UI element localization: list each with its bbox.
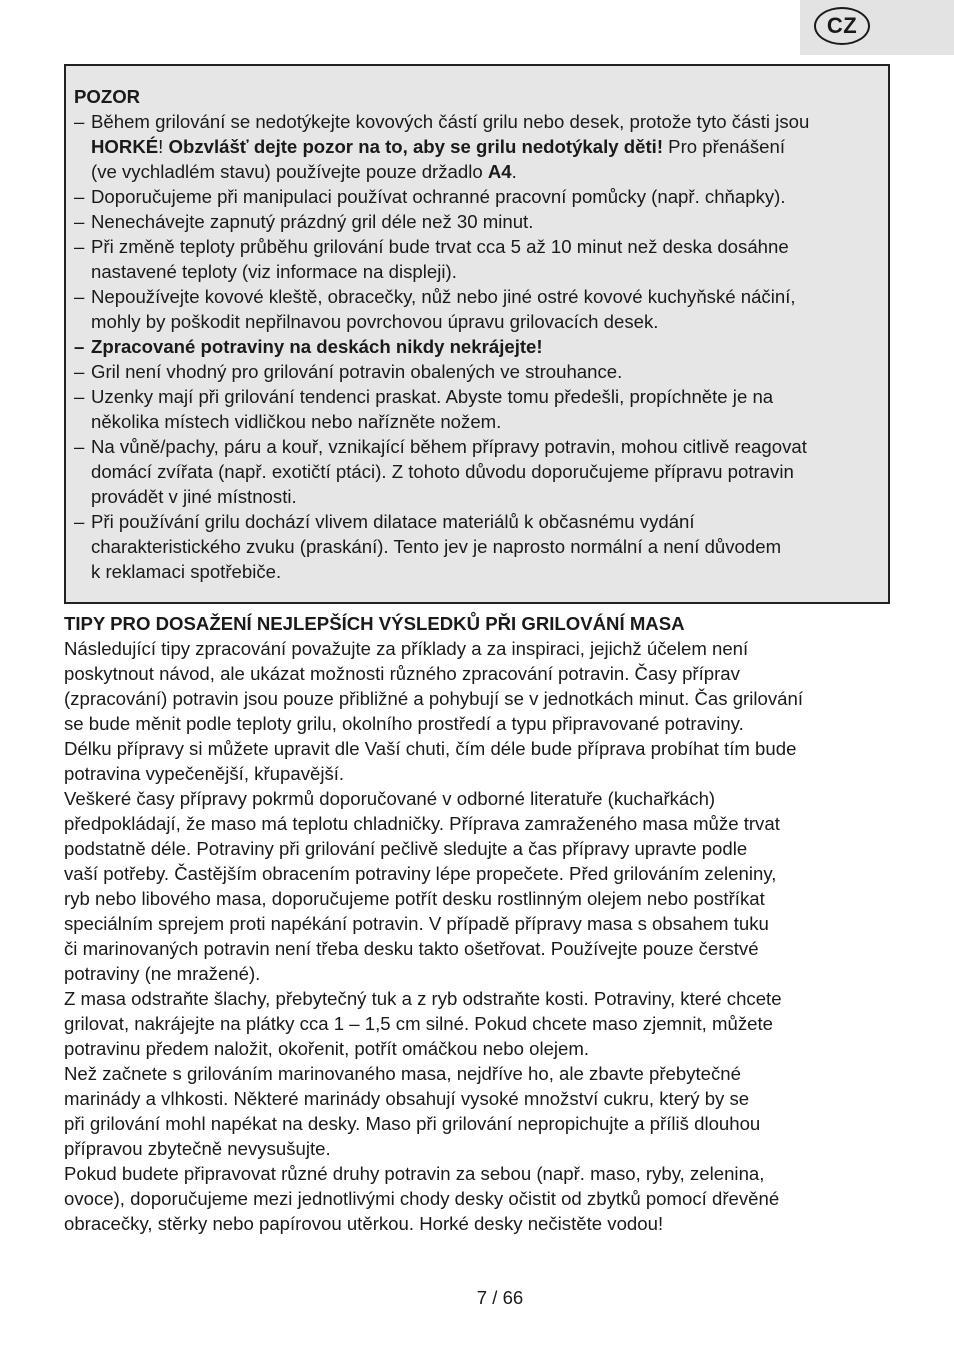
bullet-dash: –: [74, 186, 85, 207]
warning-item: [74, 234, 880, 284]
tips-line: Délku přípravy si můžete upravit dle Vaší chuti, čím déle bude příprava probíhat tím bude: [64, 738, 797, 759]
warning-item: [74, 509, 880, 584]
warning-line: [91, 409, 880, 434]
warning-text: Obzvlášť dejte pozor na to, aby se grilu nedotýkaly děti!: [168, 136, 664, 157]
tips-line: (zpracování) potravin jsou pouze přibližné a pohybují se v jednotkách minut. Čas grilování: [64, 688, 803, 709]
tips-line: grilovat, nakrájejte na plátky cca 1 – 1,5 cm silné. Pokud chcete maso zjemnit, můžete: [64, 1013, 773, 1034]
warning-text: Na vůně/pachy, páru a kouř, vznikající během přípravy potravin, mohou citlivě reagovat: [91, 436, 807, 457]
warning-text: Zpracované potraviny na deskách nikdy nekrájejte!: [91, 336, 543, 357]
tips-line: potravinu předem naložit, okořenit, potřít omáčkou nebo olejem.: [64, 1038, 590, 1059]
tips-line: speciálním sprejem proti napékání potravin. V případě přípravy masa s obsahem tuku: [64, 913, 769, 934]
warning-text: Nepoužívejte kovové kleště, obracečky, nůž nebo jiné ostré kovové kuchyňské náčiní,: [91, 286, 796, 307]
warning-line: [91, 284, 880, 309]
warning-text: k reklamaci spotřebiče.: [91, 561, 282, 582]
warning-line: [91, 134, 880, 159]
bullet-dash: –: [74, 386, 85, 407]
warning-line: [91, 234, 880, 259]
tips-line: se bude měnit podle teploty grilu, okolního prostředí a typu připravované potraviny.: [64, 713, 744, 734]
warning-text: (ve vychladlém stavu) používejte pouze držadlo: [91, 161, 488, 182]
page-total: 66: [502, 1287, 524, 1308]
warning-item: [74, 334, 880, 359]
bullet-dash: –: [74, 361, 85, 382]
warning-line: [91, 359, 880, 384]
warning-text: A4: [487, 161, 512, 182]
tips-title: TIPY PRO DOSAŽENÍ NEJLEPŠÍCH VÝSLEDKŮ PŘI GRILOVÁNÍ MASA: [64, 613, 685, 634]
bullet-dash: –: [74, 286, 85, 307]
warning-line: [91, 209, 880, 234]
tips-line: Než začnete s grilováním marinovaného masa, nejdříve ho, ale zbavte přebytečné: [64, 1063, 741, 1084]
bullet-dash: –: [74, 336, 85, 357]
tips-line: vaší potřeby. Častějším obracením potraviny lépe propečete. Před grilováním zeleniny,: [64, 863, 777, 884]
warning-line: [91, 159, 880, 184]
tips-line: podstatně déle. Potraviny při grilování pečlivě sledujte a čas přípravy upravte podle: [64, 838, 748, 859]
page-footer: [430, 1285, 570, 1310]
tips-line: při grilování mohl napékat na desky. Maso při grilování nepropichujte a příliš dlouhou: [64, 1113, 761, 1134]
bullet-dash: –: [74, 111, 85, 132]
tips-line: marinády a vlhkosti. Některé marinády obsahují vysoké množství cukru, který by se: [64, 1088, 750, 1109]
warning-list: [74, 109, 880, 584]
tips-line: poskytnout návod, ale ukázat možnosti různého zpracování potravin. Časy příprav: [64, 663, 740, 684]
warning-item: [74, 434, 880, 509]
warning-line: [91, 434, 880, 459]
tips-line: ryb nebo libového masa, doporučujeme potřít desku rostlinným olejem nebo postříkat: [64, 888, 765, 909]
warning-text: domácí zvířata (např. exotičtí ptáci). Z tohoto důvodu doporučujeme přípravu potravin: [91, 461, 794, 482]
warning-box: [64, 64, 890, 604]
tips-line: či marinovaných potravin není třeba desku takto ošetřovat. Používejte pouze čerstvé: [64, 938, 759, 959]
warning-text: .: [511, 161, 517, 182]
warning-text: charakteristického zvuku (praskání). Tento jev je naprosto normální a není důvodem: [91, 536, 782, 557]
warning-line: [91, 559, 880, 584]
tips-line: obracečky, stěrky nebo papírovou utěrkou. Horké desky nečistěte vodou!: [64, 1213, 664, 1234]
warning-item: [74, 109, 880, 184]
language-badge: CZ: [814, 7, 870, 45]
tips-line: přípravou zbytečně nevysušujte.: [64, 1138, 331, 1159]
warning-item: [74, 384, 880, 434]
warning-text: Pro přenášení: [663, 136, 785, 157]
tips-line: Veškeré časy přípravy pokrmů doporučované v odborné literatuře (kuchařkách): [64, 788, 716, 809]
bullet-dash: –: [74, 436, 85, 457]
tips-line: Následující tipy zpracování považujte za příklady a za inspiraci, jejichž účelem není: [64, 638, 749, 659]
tips-line: potravina vypečenější, křupavější.: [64, 763, 345, 784]
warning-line: [91, 309, 880, 334]
tips-line: potraviny (ne mražené).: [64, 963, 261, 984]
warning-text: Nenechávejte zapnutý prázdný gril déle než 30 minut.: [91, 211, 534, 232]
warning-line: [91, 334, 880, 359]
bullet-dash: –: [74, 211, 85, 232]
warning-text: Při změně teploty průběhu grilování bude trvat cca 5 až 10 minut než deska dosáhne: [91, 236, 789, 257]
tips-section: [64, 611, 894, 1236]
tips-line: Pokud budete připravovat různé druhy potravin za sebou (např. maso, ryby, zelenina,: [64, 1163, 765, 1184]
tips-line: ovoce), doporučujeme mezi jednotlivými chody desky očistit od zbytků pomocí dřevěné: [64, 1188, 780, 1209]
warning-item: [74, 284, 880, 334]
warning-line: [91, 509, 880, 534]
warning-line: [91, 384, 880, 409]
warning-item: [74, 359, 880, 384]
tips-line: předpokládají, že maso má teplotu chladničky. Příprava zamraženého masa může trvat: [64, 813, 780, 834]
warning-title: POZOR: [74, 86, 141, 107]
warning-text: Během grilování se nedotýkejte kovových částí grilu nebo desek, protože tyto části jsou: [91, 111, 810, 132]
warning-line: [91, 484, 880, 509]
warning-text: několika místech vidličkou nebo nařízněte nožem.: [91, 411, 502, 432]
warning-text: Při používání grilu dochází vlivem dilatace materiálů k občasnému vydání: [91, 511, 695, 532]
warning-text: Gril není vhodný pro grilování potravin obalených ve strouhance.: [91, 361, 623, 382]
warning-item: [74, 184, 880, 209]
warning-text: nastavené teploty (viz informace na displeji).: [91, 261, 457, 282]
warning-line: [91, 259, 880, 284]
warning-line: [91, 109, 880, 134]
warning-line: [91, 184, 880, 209]
warning-item: [74, 209, 880, 234]
bullet-dash: –: [74, 511, 85, 532]
warning-text: Doporučujeme při manipulaci používat ochranné pracovní pomůcky (např. chňapky).: [91, 186, 786, 207]
page-number: 7: [476, 1287, 488, 1308]
tips-body: [64, 636, 894, 1236]
warning-text: mohly by poškodit nepřilnavou povrchovou úpravu grilovacích desek.: [91, 311, 659, 332]
tips-line: Z masa odstraňte šlachy, přebytečný tuk a z ryb odstraňte kosti. Potraviny, které chcete: [64, 988, 782, 1009]
language-tab: [800, 0, 954, 55]
warning-text: HORKÉ: [91, 136, 159, 157]
page-separator: /: [487, 1287, 503, 1308]
bullet-dash: –: [74, 236, 85, 257]
warning-line: [91, 534, 880, 559]
warning-line: [91, 459, 880, 484]
warning-text: provádět v jiné místnosti.: [91, 486, 297, 507]
warning-text: !: [158, 136, 169, 157]
warning-text: Uzenky mají při grilování tendenci praskat. Abyste tomu předešli, propíchněte je na: [91, 386, 774, 407]
